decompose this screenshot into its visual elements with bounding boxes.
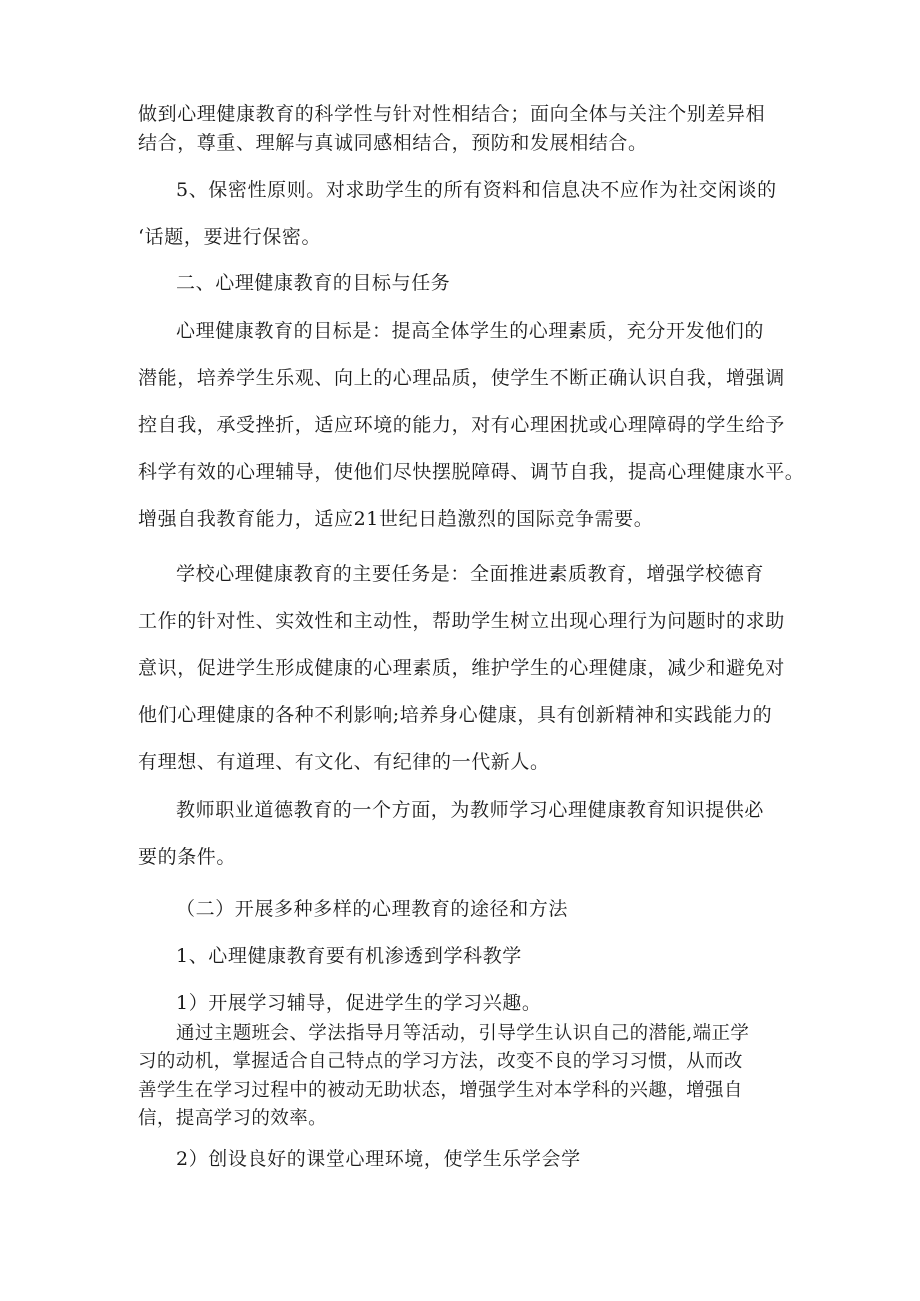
- text-line: 信，提高学习的效率。: [138, 1108, 328, 1129]
- text-line: 工作的针对性、实效性和主动性，帮助学生树立出现心理行为问题时的求助: [138, 610, 785, 632]
- text-line: ‘话题，要进行保密。: [138, 226, 322, 248]
- text-line: 增强自我教育能力，适应21世纪日趋激烈的国际竞争需要。: [138, 508, 654, 530]
- text-line: 有理想、有道理、有文化、有纪律的一代新人。: [138, 751, 550, 773]
- subsection-heading: 1）开展学习辅导，促进学生的学习兴趣。: [176, 992, 542, 1014]
- text-line: 控自我，承受挫折，适应环境的能力，对有心理困扰或心理障碍的学生给予: [138, 414, 785, 436]
- text-line: 潜能，培养学生乐观、向上的心理品质，使学生不断正确认识自我，增强调: [138, 367, 785, 389]
- text-line: 心理健康教育的目标是：提高全体学生的心理素质，充分开发他们的: [176, 320, 765, 342]
- text-line: 习的动机，掌握适合自己特点的学习方法，改变不良的学习习惯，从而改: [138, 1051, 743, 1072]
- text-line: 他们心理健康的各种不利影响;培养身心健康，具有创新精神和实践能力的: [138, 704, 773, 726]
- text-line: 结合，尊重、理解与真诚同感相结合，预防和发展相结合。: [138, 132, 648, 154]
- text-line: 5、保密性原则。对求助学生的所有资料和信息决不应作为社交闲谈的: [176, 179, 777, 201]
- text-line: 通过主题班会、学法指导月等活动，引导学生认识自己的潜能,端正学: [176, 1023, 750, 1044]
- text-line: 意识，促进学生形成健康的心理素质，维护学生的心理健康，减少和避免对: [138, 657, 785, 679]
- section-heading: 1、心理健康教育要有机渗透到学科教学: [176, 945, 522, 967]
- text-line: 学校心理健康教育的主要任务是：全面推进素质教育，增强学校德育: [176, 563, 765, 585]
- section-heading: （二）开展多种多样的心理教育的途径和方法: [176, 898, 569, 920]
- text-line: 科学有效的心理辅导，使他们尽快摆脱障碍、调节自我，提高心理健康水平。: [138, 461, 805, 483]
- text-line: 要的条件。: [138, 846, 237, 868]
- text-line: 教师职业道德教育的一个方面，为教师学习心理健康教育知识提供必: [176, 799, 765, 821]
- text-line: 善学生在学习过程中的被动无助状态，增强学生对本学科的兴趣，增强自: [138, 1080, 743, 1101]
- section-heading: 二、心理健康教育的目标与任务: [176, 272, 451, 294]
- text-line: 做到心理健康教育的科学性与针对性相结合；面向全体与关注个别差异相: [138, 103, 766, 125]
- subsection-heading: 2）创设良好的课堂心理环境，使学生乐学会学: [176, 1148, 581, 1170]
